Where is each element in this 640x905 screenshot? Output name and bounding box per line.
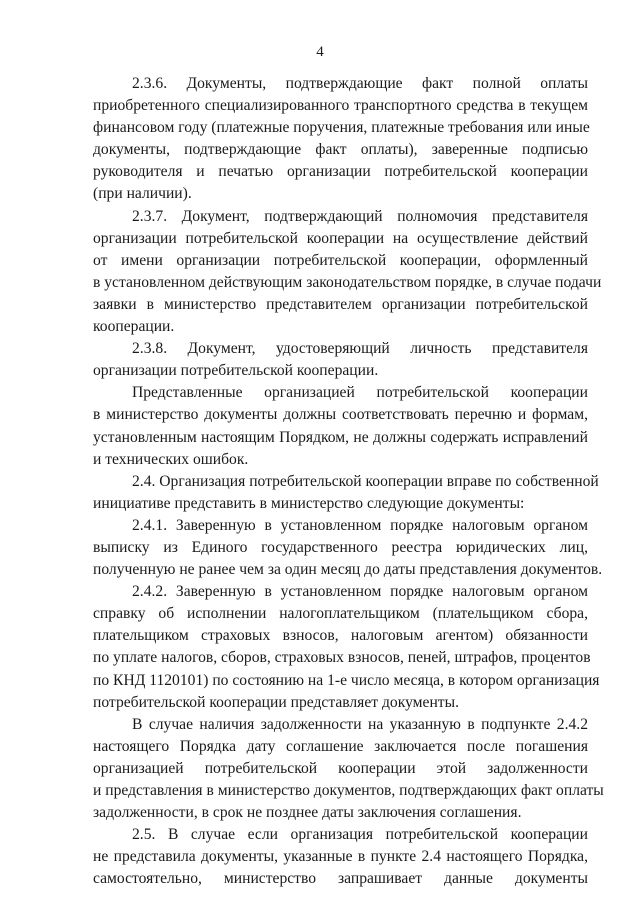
text-line: по уплате налогов, сборов, страховых взносов, пеней, штрафов, процентов (93, 649, 591, 667)
document-body (93, 73, 604, 890)
text-line: документы, подтверждающие факт оплаты), заверенные подписью (93, 141, 588, 159)
text-line: заявки в министерство представителем организации потребительской (93, 295, 588, 313)
text-line: В случае наличия задолженности на указанную в подпункте 2.4.2 (132, 715, 588, 733)
text-line: задолженности, в срок не позднее даты заключения соглашения. (93, 804, 522, 822)
paragraph (93, 382, 588, 470)
text-line: в министерство документы должны соответствовать перечню и формам, (93, 406, 588, 424)
paragraph (93, 338, 588, 382)
paragraph (93, 206, 602, 339)
text-line: настоящего Порядка дату соглашение заключается после погашения (93, 737, 588, 755)
text-line: организации потребительской кооперации на осуществление действий (93, 229, 588, 247)
text-line: по КНД 1120101) по состоянию на 1-е число месяца, в котором организация (93, 671, 600, 689)
text-line: 2.4. Организация потребительской кооперации вправе по собственной (132, 472, 599, 490)
text-line: потребительской кооперации представляет документы. (93, 693, 459, 711)
text-line: в установленном действующим законодательством порядке, в случае подачи (93, 273, 602, 291)
text-line: выписку из Единого государственного реестра юридических лиц, (93, 538, 588, 556)
text-line: финансовом году (платежные поручения, платежные требования или иные (93, 119, 590, 137)
text-line: 2.4.1. Заверенную в установленном порядке налоговым органом (132, 516, 588, 534)
text-line: организацией потребительской кооперации этой задолженности (93, 759, 588, 777)
text-line: кооперации. (93, 318, 175, 336)
text-line: от имени организации потребительской кооперации, оформленный (93, 251, 588, 269)
paragraph (93, 73, 588, 206)
text-line: 2.5. В случае если организация потребительской кооперации (132, 826, 588, 844)
text-line: и технических ошибок. (93, 450, 249, 468)
text-line: самостоятельно, министерство запрашивает данные документы (93, 870, 588, 888)
text-line: руководителя и печатью организации потребительской кооперации (93, 163, 588, 181)
paragraph (93, 515, 603, 581)
paragraph (93, 471, 599, 515)
text-line: (при наличии). (93, 185, 192, 203)
text-line: 2.3.8. Документ, удостоверяющий личность представителя (132, 340, 588, 358)
page-number: 4 (316, 44, 324, 60)
paragraph (93, 824, 588, 890)
text-line: 2.3.6. Документы, подтверждающие факт полной оплаты (132, 75, 588, 92)
text-line: инициативе представить в министерство следующие документы: (93, 494, 525, 512)
text-line: организации потребительской кооперации. (93, 362, 379, 380)
paragraph (93, 714, 604, 824)
text-line: не представила документы, указанные в пункте 2.4 настоящего Порядка, (93, 848, 588, 866)
text-line: 2.4.2. Заверенную в установленном порядке налоговым органом (132, 583, 588, 601)
text-line: приобретенного специализированного транспортного средства в текущем (93, 97, 588, 115)
text-line: установленным настоящим Порядком, не должны содержать исправлений (93, 428, 588, 446)
paragraph (93, 581, 600, 714)
text-line: полученную не ранее чем за один месяц до даты представления документов. (93, 561, 603, 579)
text-line: 2.3.7. Документ, подтверждающий полномочия представителя (132, 207, 588, 225)
text-line: справку об исполнении налогоплательщиком (плательщиком сбора, (93, 605, 588, 623)
text-line: и представления в министерство документов, подтверждающих факт оплаты (93, 782, 604, 799)
text-line: плательщиком страховых взносов, налоговым агентом) обязанности (93, 627, 588, 645)
text-line: Представленные организацией потребительской кооперации (132, 384, 588, 402)
